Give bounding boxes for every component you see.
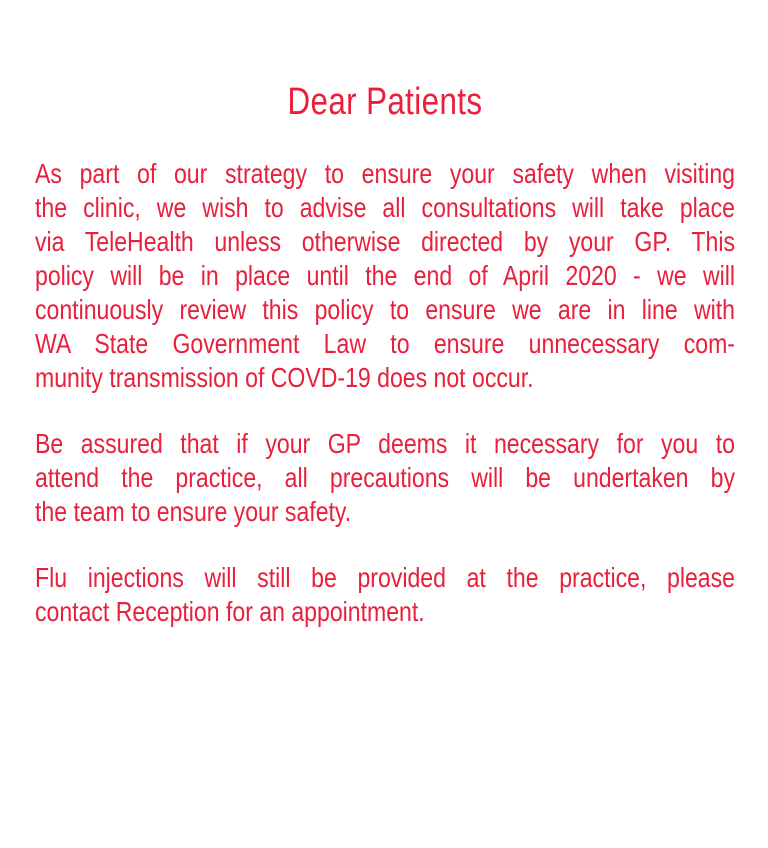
text-line: contact Reception for an appointment. [35, 596, 425, 627]
text-line: munity transmission of COVD-19 does not occur. [35, 362, 534, 393]
text-line: attend the practice, all precautions will be undertaken by [35, 462, 735, 493]
notice-content [35, 80, 735, 629]
notice-paragraph-precautions [35, 427, 735, 529]
text-line: the team to ensure your safety. [35, 496, 352, 527]
notice-paragraph-flu [35, 561, 735, 629]
notice-title: Dear Patients [287, 81, 483, 123]
text-line: Be assured that if your GP deems it necessary for you to [35, 428, 735, 459]
text-line: via TeleHealth unless otherwise directed by your GP. This [35, 226, 735, 257]
text-line: Flu injections will still be provided at the practice, please [35, 562, 735, 593]
text-line: WA State Government Law to ensure unnecessary com- [35, 328, 735, 359]
notice-paragraph-policy [35, 157, 735, 395]
patient-notice-page [0, 80, 768, 848]
text-line: continuously review this policy to ensure we are in line with [35, 294, 735, 325]
text-line: As part of our strategy to ensure your safety when visiting [35, 158, 735, 189]
text-line: the clinic, we wish to advise all consultations will take place [35, 192, 735, 223]
notice-body [35, 157, 735, 629]
text-line: policy will be in place until the end of April 2020 - we will [35, 260, 735, 291]
